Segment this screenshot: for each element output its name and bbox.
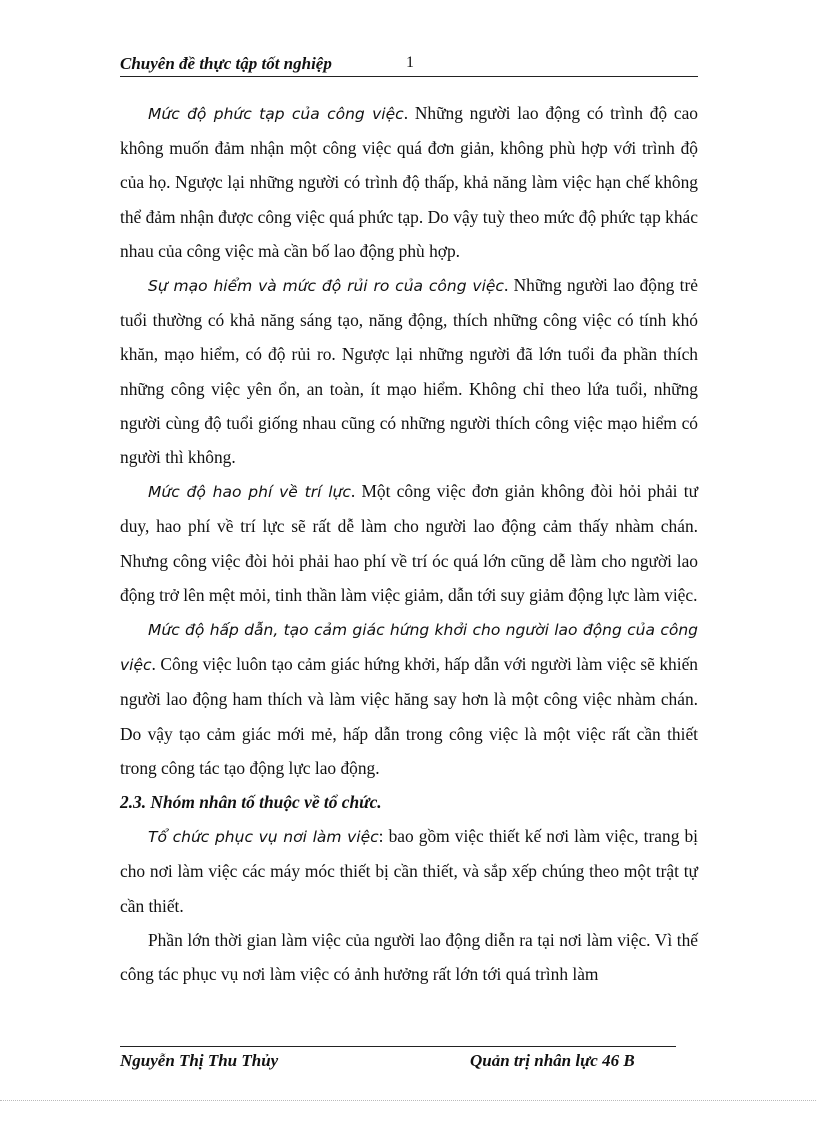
paragraph [120, 268, 698, 474]
paragraph-text: . Công việc luôn tạo cảm giác hứng khởi, hấp dẫn với người làm việc sẽ khiến người lao động ham thích và làm việc hăng say hơn là một công việc nhàm chán. Do vậy tạo cảm giác mới mẻ, hấp dẫn trong công việc là một việc rất cần thiết trong công tác tạo động lực lao động. [120, 654, 698, 778]
section-heading: 2.3. Nhóm nhân tố thuộc về tổ chức. [120, 792, 382, 813]
paragraph [120, 96, 698, 268]
paragraph-text: . Những người lao động trẻ tuổi thường có khả năng sáng tạo, năng động, thích những công việc có tính khó khăn, mạo hiểm, có độ rủi ro. Ngược lại những người đã lớn tuổi đa phần thích những công việc yên ổn, an toàn, ít mạo hiểm. Không chỉ theo lứa tuổi, những người cùng độ tuổi giống nhau cũng có những người thích công việc mạo hiểm có người thì không. [120, 275, 699, 468]
paragraph-text: : bao gồm việc thiết kế nơi làm việc, trang bị cho nơi làm việc các máy móc thiết bị cần thiết, và sắp xếp chúng theo một trật tự cần thiết. [120, 826, 699, 916]
paragraph-text: . Một công việc đơn giản không đòi hỏi phải tư duy, hao phí về trí lực sẽ rất dễ làm cho người lao động cảm thấy nhàm chán. Nhưng công việc đòi hỏi phải hao phí về trí óc quá lớn cũng dễ làm cho người lao động trở lên mệt mỏi, tinh thần làm việc giảm, dẫn tới suy giảm động lực làm việc. [120, 481, 699, 605]
paragraph-lead: Mức độ hao phí về trí lực [148, 483, 351, 502]
page-number: 1 [406, 54, 414, 71]
paragraph-text: . Những người lao động có trình độ cao không muốn đảm nhận một công việc quá đơn giản, không phù hợp với trình độ của họ. Ngược lại những người có trình độ thấp, khả năng làm việc hạn chế không thể đảm nhận được công việc quá phức tạp. Do vậy tuỳ theo mức độ phức tạp khác nhau của công việc mà cần bố lao động phù hợp. [120, 103, 699, 261]
paragraph-lead: Sự mạo hiểm và mức độ rủi ro của công việc [148, 277, 504, 296]
header-title: Chuyên đề thực tập tốt nghiệp [120, 54, 332, 73]
paragraph-lead: Mức độ phức tạp của công việc [148, 105, 404, 123]
paragraph [120, 819, 698, 923]
paragraph-text: Phần lớn thời gian làm việc của người lao động diễn ra tại nơi làm việc. Vì thế công tác phục vụ nơi làm việc có ảnh hưởng rất lớn tới quá trình làm [120, 929, 698, 985]
page-footer [120, 1046, 676, 1077]
paragraph-lead: Tổ chức phục vụ nơi làm việc [148, 828, 379, 847]
page-break-divider [0, 1100, 816, 1101]
paragraph-lead: Mức độ hấp dẫn, tạo cảm giác hứng khởi cho người lao động của công việc [120, 621, 698, 675]
footer-course: Quản trị nhân lực 46 B [470, 1051, 635, 1070]
paragraph [120, 474, 698, 612]
footer-author: Nguyễn Thị Thu Thủy [120, 1051, 279, 1070]
page-header [120, 52, 698, 77]
paragraph [120, 612, 698, 785]
paragraph [120, 923, 698, 991]
document-body [120, 96, 698, 991]
